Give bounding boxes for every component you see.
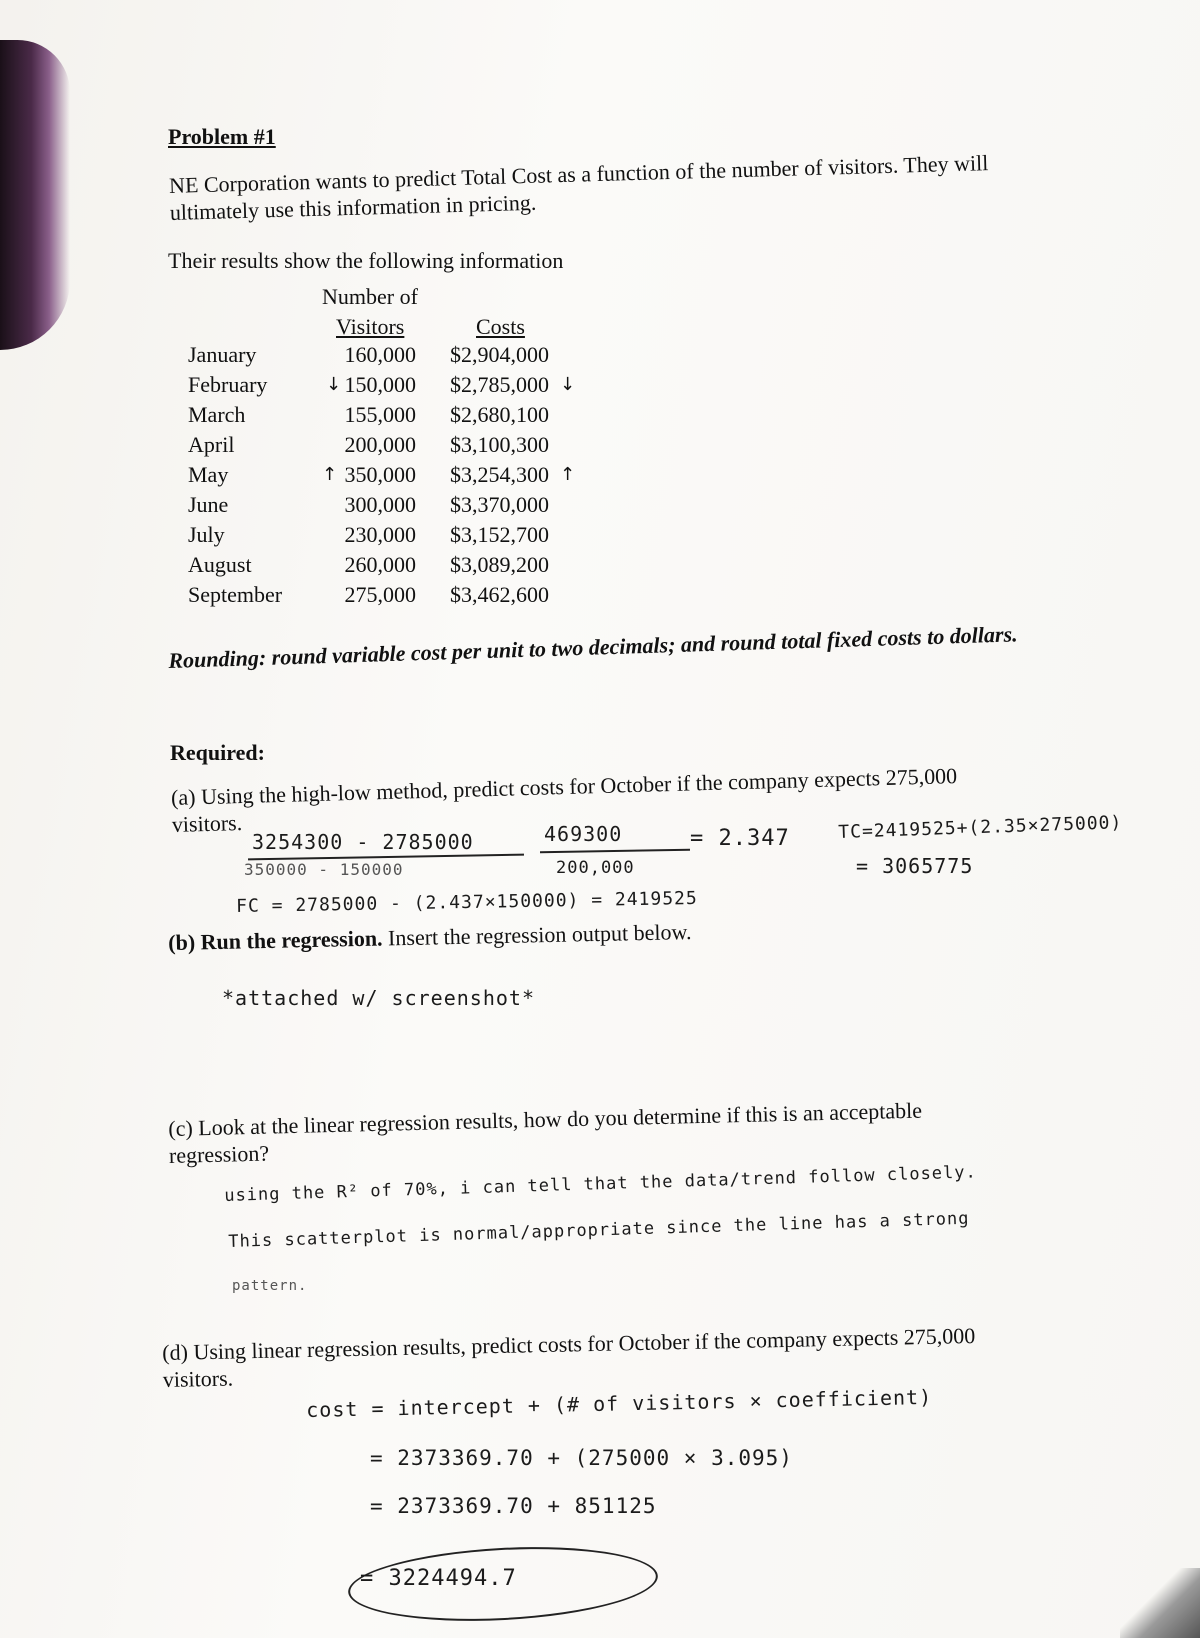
hw-c-line1: using the R² of 70%, i can tell that the data/trend follow closely. <box>224 1162 978 1206</box>
month-cell: January <box>188 342 257 367</box>
table-row <box>188 582 608 612</box>
down-arrow-icon: ↓ <box>560 374 576 395</box>
hw-a-fixed-cost: FC = 2785000 - (2.437×150000) = 2419525 <box>236 887 698 917</box>
visitors-cell: 155,000 <box>344 402 416 427</box>
table-row <box>188 462 608 492</box>
hw-d-line3: = 2373369.70 + 851125 <box>370 1494 657 1518</box>
hw-a-numerator: 3254300 - 2785000 <box>252 830 474 854</box>
month-cell: March <box>188 402 246 427</box>
up-arrow-icon: ↑ <box>560 464 576 485</box>
hw-a-frac-den: 200,000 <box>556 858 635 878</box>
costs-cell: $3,254,300 <box>450 462 549 487</box>
results-lead: Their results show the following information <box>168 248 564 273</box>
visitors-cell: 200,000 <box>344 432 416 457</box>
hw-a-denominator: 350000 - 150000 <box>244 860 404 879</box>
hw-d-line1: cost = intercept + (# of visitors × coefficient) <box>306 1384 933 1422</box>
table-row <box>188 432 608 462</box>
required-label: Required: <box>170 740 265 765</box>
visitors-cell: 300,000 <box>344 492 416 517</box>
month-cell: July <box>188 522 225 547</box>
photo-corner-shadow <box>1120 1568 1200 1638</box>
hw-fraction-bar <box>540 849 690 854</box>
hw-c-line2: This scatterplot is normal/appropriate since the line has a strong <box>228 1208 970 1252</box>
hw-a-total-cost: TC=2419525+(2.35×275000) <box>838 812 1123 843</box>
costs-cell: $3,462,600 <box>450 582 549 607</box>
visitors-cell: 260,000 <box>344 552 416 577</box>
visitors-cell: 350,000 <box>344 462 416 487</box>
month-cell: April <box>188 432 235 457</box>
month-cell: August <box>188 552 252 577</box>
costs-cell: $3,370,000 <box>450 492 549 517</box>
month-cell: June <box>188 492 229 517</box>
visitors-cell: 230,000 <box>344 522 416 547</box>
down-arrow-icon: ↓ <box>326 374 342 395</box>
problem-intro: NE Corporation wants to predict Total Cost as a function of the number of visitors. They will ultimately use this information in pricing. <box>168 149 989 225</box>
table-row <box>188 552 608 582</box>
table-row <box>188 372 608 402</box>
month-cell: February <box>188 372 268 397</box>
month-cell: May <box>188 462 229 487</box>
question-d: (d) Using linear regression results, predict costs for October if the company expects 275,000 visitors. <box>162 1322 976 1392</box>
hw-c-line3: pattern. <box>232 1278 308 1294</box>
table-header-number-of: Number of <box>322 284 418 309</box>
month-cell: September <box>188 582 283 607</box>
costs-cell: $2,785,000 <box>450 372 549 397</box>
costs-cell: $3,152,700 <box>450 522 549 547</box>
hw-a-total-cost-result: = 3065775 <box>856 854 974 878</box>
costs-cell: $3,100,300 <box>450 432 549 457</box>
question-b: (b) Run the regression. Insert the regression output below. <box>168 919 692 955</box>
table-header-costs: Costs <box>476 314 525 339</box>
costs-cell: $2,904,000 <box>450 342 549 367</box>
costs-cell: $2,680,100 <box>450 402 549 427</box>
hw-d-line2: = 2373369.70 + (275000 × 3.095) <box>370 1446 793 1470</box>
visitors-cell: 150,000 <box>344 372 416 397</box>
visitors-cell: 275,000 <box>344 582 416 607</box>
table-row <box>188 522 608 552</box>
hw-a-frac-num: 469300 <box>544 822 623 846</box>
up-arrow-icon: ↑ <box>322 464 338 485</box>
table-row <box>188 402 608 432</box>
question-c: (c) Look at the linear regression results, how do you determine if this is an acceptable regression? <box>168 1097 923 1168</box>
rounding-note: Rounding: round variable cost per unit to two decimals; and round total fixed costs to dollars. <box>168 621 1018 673</box>
question-a: (a) Using the high-low method, predict costs for October if the company expects 275,000 visitors. <box>170 762 958 837</box>
hw-b-note: *attached w/ screenshot* <box>222 986 535 1010</box>
photo-edge-shadow <box>0 40 70 350</box>
hw-d-final-answer: = 3224494.7 <box>360 1566 517 1591</box>
problem-title: Problem #1 <box>168 124 276 149</box>
hw-a-result: = 2.347 <box>690 826 790 851</box>
costs-cell: $3,089,200 <box>450 552 549 577</box>
table-row <box>188 492 608 522</box>
visitors-cell: 160,000 <box>344 342 416 367</box>
table-row <box>188 342 608 372</box>
table-header-visitors: Visitors <box>336 314 405 339</box>
